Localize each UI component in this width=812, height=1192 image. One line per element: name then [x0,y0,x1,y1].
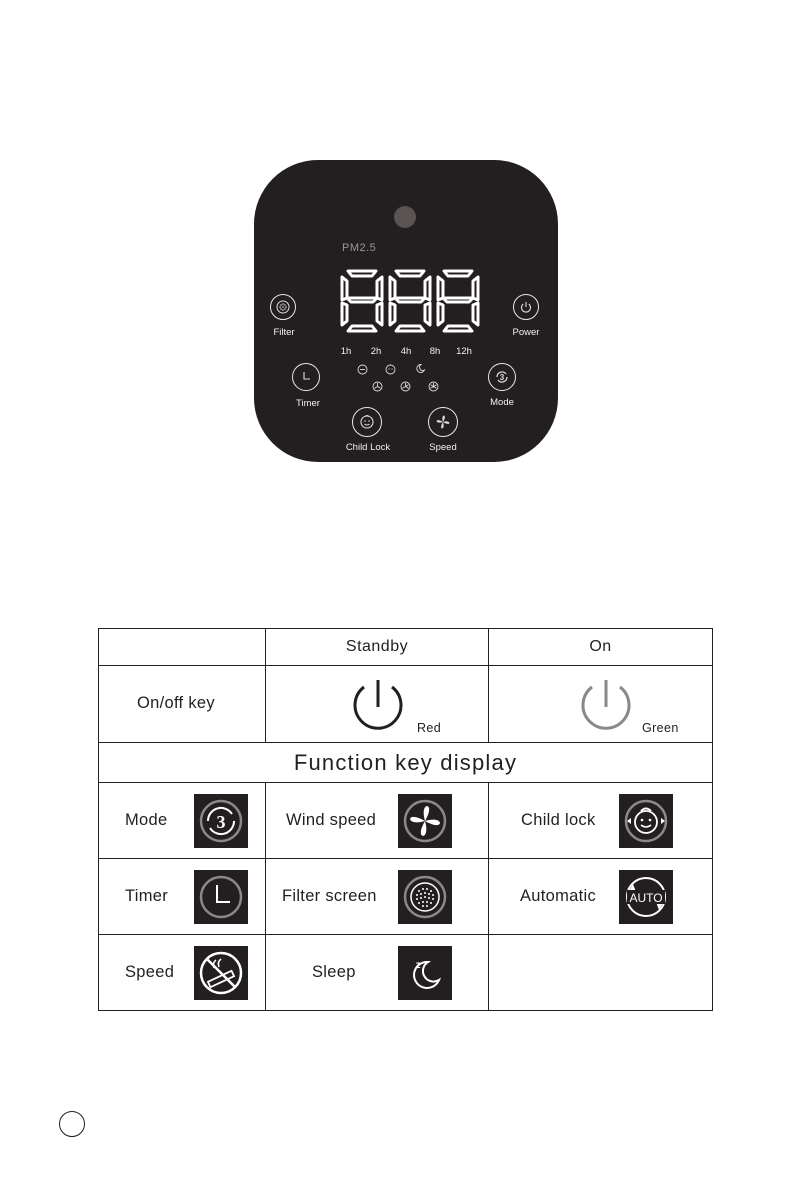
timer-label: Timer [296,398,320,409]
filter-screen-cell [266,859,489,935]
header-on: On [489,629,713,666]
mode-text: Mode [125,811,168,829]
timer-icon [194,870,248,924]
automatic-cell [489,859,713,935]
onoff-label: On/off key [137,694,215,712]
header-standby: Standby [266,629,489,666]
control-panel [254,160,558,462]
empty-cell [489,935,713,1011]
fan-high-indicator-icon [428,381,439,392]
speed-button[interactable] [428,407,458,437]
svg-text:3: 3 [216,812,226,832]
function-key-display-title: Function key display [99,743,713,783]
on-color-note: Green [642,721,679,735]
speed-label: Speed [429,442,457,453]
timer-text: Timer [125,887,169,905]
timer-cell [99,859,266,935]
onoff-label-cell [99,666,266,743]
onoff-row [99,666,713,743]
display-digit [386,267,434,335]
power-green-icon [575,674,637,736]
digit-segments [386,267,434,335]
onoff-on-cell [489,666,713,743]
auto-icon [619,870,673,924]
timer-option-1h: 1h [340,346,352,357]
child-lock-label: Child Lock [345,442,391,453]
fan-icon [434,413,452,431]
function-title-row [99,743,713,783]
display-digit [338,267,386,335]
function-row-2 [99,859,713,935]
sleep-text: Sleep [312,963,356,981]
speed-cell [99,935,266,1011]
mode-button[interactable] [488,363,516,391]
svg-text:z: z [415,960,421,971]
timer-button[interactable] [292,363,320,391]
smoke-speed-icon [194,946,248,1000]
timer-options [336,346,486,358]
power-red-icon [347,674,409,736]
child-face-icon [358,413,376,431]
filter-screen-icon [398,870,452,924]
filter-screen-text: Filter screen [282,887,377,905]
mode-icon [194,794,248,848]
child-indicator-icon [385,364,396,375]
digit-segments [434,267,482,335]
filter-label: Filter [273,327,295,338]
child-lock-button[interactable] [352,407,382,437]
sleep-moon-icon [398,946,452,1000]
function-key-table [98,628,713,1011]
function-row-1 [99,783,713,859]
mode-cell [99,783,266,859]
wind-speed-text: Wind speed [286,811,377,829]
timer-option-2h: 2h [370,346,382,357]
mode-label: Mode [490,397,514,408]
pm25-label: PM2.5 [342,242,377,254]
wind-speed-cell [266,783,489,859]
timer-option-12h: 12h [456,346,472,357]
sleep-indicator-icon [415,363,426,374]
fan-mid-indicator-icon [400,381,411,392]
auto-icon-text: AUTO [629,891,663,905]
child-lock-cell [489,783,713,859]
mode-cycle-icon [494,369,510,385]
onoff-standby-cell [266,666,489,743]
filter-button[interactable] [270,294,296,320]
fan-low-indicator-icon [372,381,383,392]
display-digit [434,267,482,335]
svg-text:3: 3 [499,373,505,382]
standby-color-note: Red [417,721,442,735]
automatic-text: Automatic [520,887,597,905]
power-icon [519,300,533,314]
wind-speed-icon [398,794,452,848]
auto-indicator-icon [357,364,368,375]
digit-segments [338,267,386,335]
child-lock-icon [619,794,673,848]
speed-text: Speed [125,963,175,981]
power-button[interactable] [513,294,539,320]
table-header-row [99,629,713,666]
sleep-cell [266,935,489,1011]
header-empty-cell [99,629,266,666]
function-row-3 [99,935,713,1011]
air-quality-sensor [394,206,416,228]
child-lock-text: Child lock [521,811,596,829]
filter-icon [276,300,290,314]
power-label: Power [512,327,540,338]
timer-option-8h: 8h [429,346,441,357]
timer-option-4h: 4h [400,346,412,357]
page-number-circle [59,1111,85,1137]
clock-icon [299,370,313,384]
